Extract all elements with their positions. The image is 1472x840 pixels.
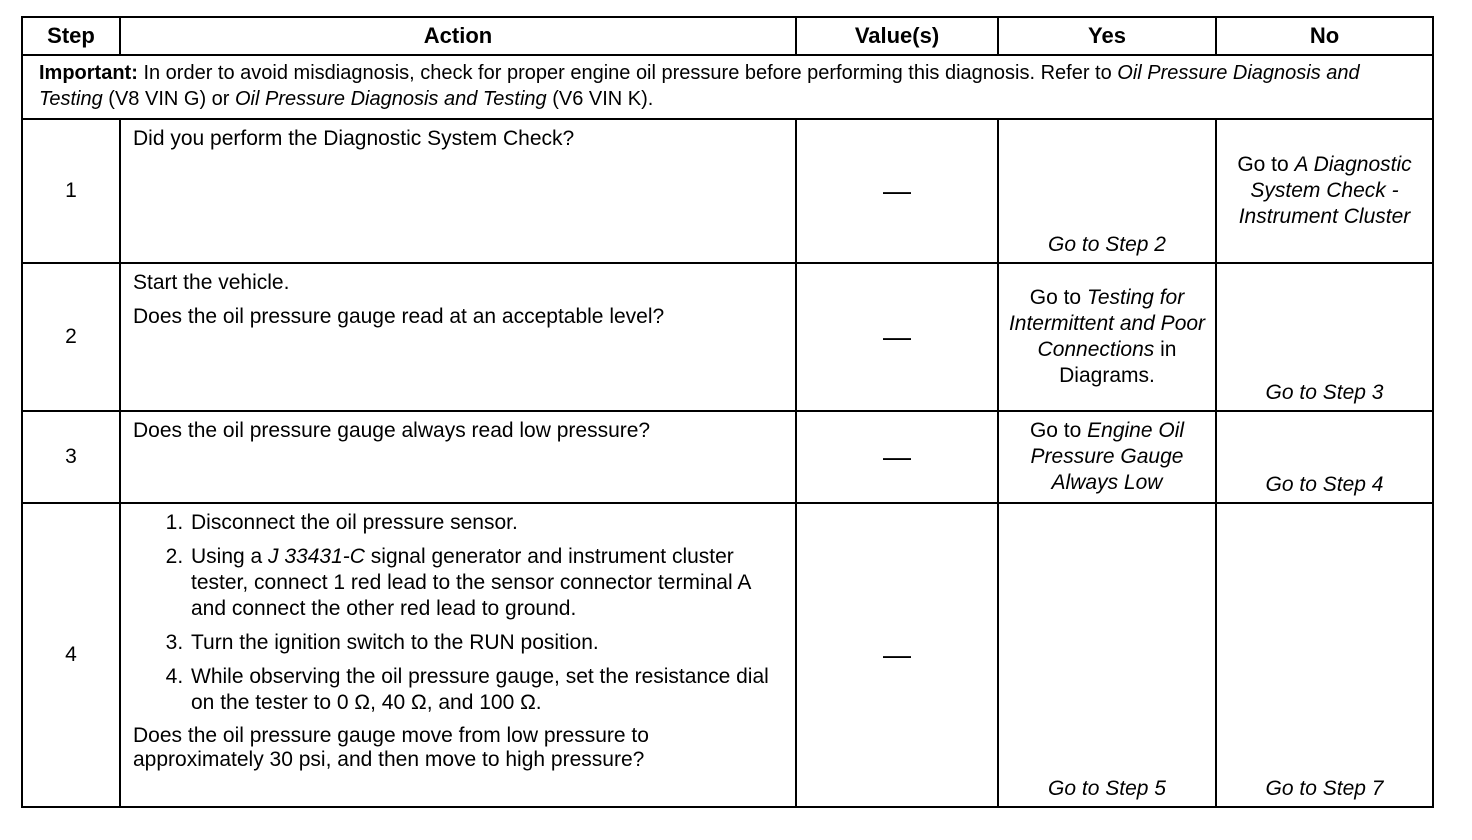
yes-link[interactable]: Go to Step 5	[1048, 777, 1166, 800]
step-number: 1	[22, 119, 120, 263]
table-row	[22, 503, 1433, 807]
yes-prefix: Go to	[1029, 419, 1088, 442]
yes-cell	[998, 411, 1216, 503]
no-link[interactable]: Go to Step 7	[1265, 777, 1384, 800]
diagnostic-table	[21, 16, 1434, 808]
header-step: Step	[22, 17, 120, 55]
no-cell	[1216, 411, 1433, 503]
important-text-1: In order to avoid misdiagnosis, check for proper engine oil pressure before performing this diagnosis. Refer to	[137, 62, 1118, 84]
important-text-3: (V6 VIN K).	[546, 88, 654, 110]
table-row	[22, 411, 1433, 503]
yes-suffix: in Diagrams.	[1059, 338, 1177, 387]
action-question: Does the oil pressure gauge move from low pressure to approximately 30 psi, and then move to high pressure?	[133, 724, 649, 771]
yes-cell	[998, 503, 1216, 807]
table-row	[22, 263, 1433, 411]
action-cell: Does the oil pressure gauge always read low pressure?	[120, 411, 796, 503]
yes-prefix: Go to	[1029, 286, 1087, 309]
list-item: 2. Using a J 33431-C signal generator and instrument cluster tester, connect 1 red lead to the sensor connector terminal A and connect the other red lead to ground.	[189, 544, 783, 622]
yes-link[interactable]: Engine Oil Pressure Gauge Always Low	[1030, 419, 1185, 494]
value-cell: —	[796, 411, 998, 503]
action-cell: Did you perform the Diagnostic System Check?	[120, 119, 796, 263]
header-action: Action	[120, 17, 796, 55]
no-prefix: Go to	[1237, 153, 1295, 176]
step-number: 4	[22, 503, 120, 807]
no-link[interactable]: Go to Step 3	[1265, 381, 1384, 404]
no-cell	[1216, 263, 1433, 411]
action-cell	[120, 263, 796, 411]
important-ref-2: Oil Pressure Diagnosis and Testing	[235, 88, 547, 110]
action-cell	[120, 503, 796, 807]
step-number: 2	[22, 263, 120, 411]
important-label: Important:	[39, 62, 138, 84]
action-text: Start the vehicle.	[133, 271, 290, 294]
table-row	[22, 119, 1433, 263]
action-question: Does the oil pressure gauge read at an acceptable level?	[133, 305, 665, 328]
header-row	[22, 17, 1433, 55]
list-item: 4. While observing the oil pressure gauge, set the resistance dial on the tester to 0 Ω, 40 Ω, and 100 Ω.	[189, 664, 783, 716]
no-cell	[1216, 503, 1433, 807]
yes-link[interactable]: Go to Step 2	[1048, 233, 1166, 256]
header-yes: Yes	[998, 17, 1216, 55]
list-item: 1. Disconnect the oil pressure sensor.	[189, 510, 783, 536]
instruction-list	[133, 510, 783, 716]
no-cell	[1216, 119, 1433, 263]
header-no: No	[1216, 17, 1433, 55]
value-cell: —	[796, 263, 998, 411]
value-cell: —	[796, 503, 998, 807]
value-cell: —	[796, 119, 998, 263]
important-text-2: (V8 VIN G) or	[102, 88, 235, 110]
yes-link[interactable]: Testing for Intermittent and Poor Connections	[1008, 286, 1206, 361]
no-link[interactable]: Go to Step 4	[1265, 473, 1384, 496]
no-link[interactable]: A Diagnostic System Check - Instrument Cluster	[1238, 153, 1412, 228]
step-number: 3	[22, 411, 120, 503]
important-ref-1: Oil Pressure Diagnosis and Testing	[39, 62, 1360, 110]
tool-number: J 33431-C	[268, 545, 365, 568]
important-row	[22, 55, 1433, 119]
important-note	[22, 55, 1433, 119]
header-values: Value(s)	[796, 17, 998, 55]
yes-cell	[998, 263, 1216, 411]
list-item: 3. Turn the ignition switch to the RUN position.	[189, 630, 783, 656]
yes-cell	[998, 119, 1216, 263]
